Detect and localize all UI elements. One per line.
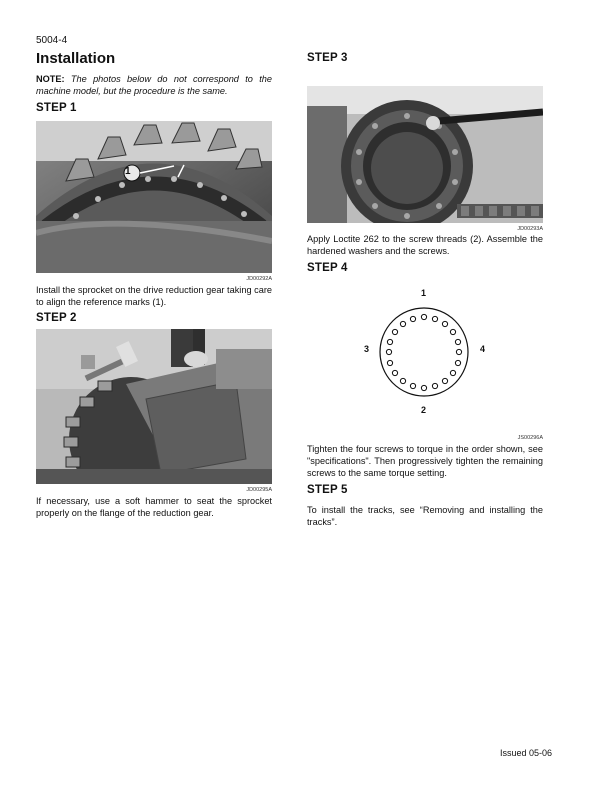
sequence-label-1: 1 [421,288,427,298]
step-4-figure-id: JS00296A [517,435,543,441]
step-3-heading: STEP 3 [307,52,348,64]
note [36,73,272,97]
issued-date: Issued 05-06 [499,748,552,758]
reference-mark-callout: 1 [125,166,131,177]
step-5-text: To install the tracks, see “Removing and installing the tracks”. [307,505,543,527]
step-2-text: If necessary, use a soft hammer to seat the sprocket properly on the flange of the reduction gear. [36,496,272,518]
step-1-figure-id: JD00292A [246,276,272,282]
step-2-photo [36,329,272,484]
step-2-figure-id: JD00295A [246,487,272,493]
step-3-photo [307,86,543,223]
note-text: The photos below do not correspond to the machine model, but the procedure is the same. [36,74,272,96]
page-title: Installation [36,50,116,67]
bolt-sequence-diagram [348,286,504,420]
step-1-photo [36,121,272,273]
step-1-heading: STEP 1 [36,102,77,114]
sequence-label-4: 4 [480,344,486,354]
step-4-text: Tighten the four screws to torque in the order shown, see "specifications". Then progressively tighten the remaining screws to the same torque setting. [307,444,543,478]
step-5-heading: STEP 5 [307,484,348,496]
step-4-heading: STEP 4 [307,262,348,274]
page-number: 5004-4 [36,35,68,46]
note-label: NOTE: [36,74,65,84]
step-1-text: Install the sprocket on the drive reduction gear taking care to align the reference marks (1). [36,285,272,307]
sequence-label-2: 2 [421,405,427,415]
step-3-text: Apply Loctite 262 to the screw threads (2). Assemble the hardened washers and the screws. [307,234,543,256]
sequence-label-3: 3 [364,344,370,354]
step-2-heading: STEP 2 [36,312,77,324]
step-3-figure-id: JD00293A [517,226,543,232]
